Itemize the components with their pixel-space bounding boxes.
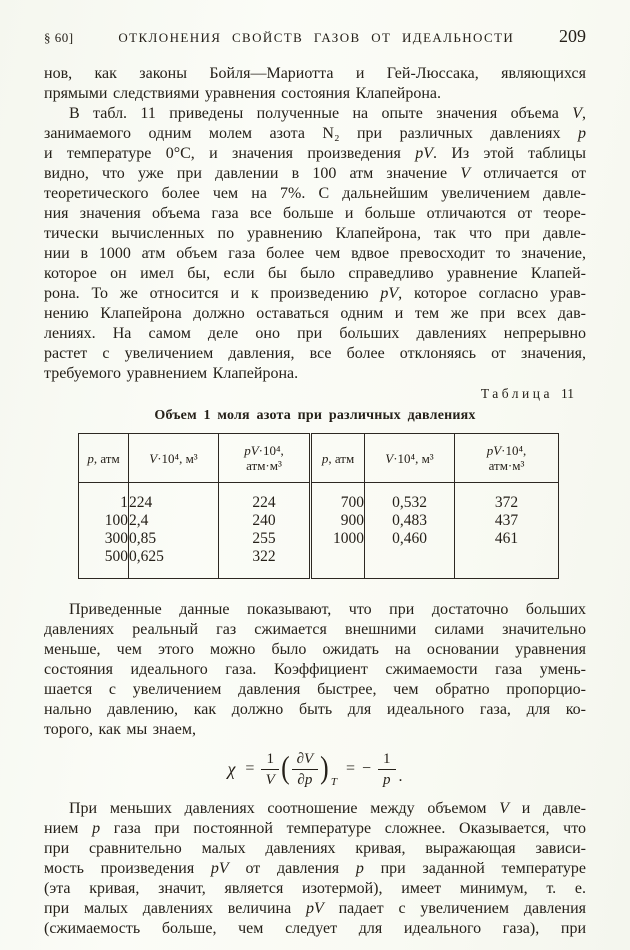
text-line: состояния идеального газа. Коэффициент сжимаемости газа умень- [44, 661, 586, 678]
page-number: 209 [558, 26, 586, 46]
table-caption: Объем 1 моля азота при различных давлениях [154, 408, 476, 423]
text-line: теоретического более чем на 7%. С дальнейшим увеличением давле- [44, 185, 586, 202]
text-line: В табл. 11 приведены полученные на опыте значения объема V, [69, 105, 586, 122]
equals-sign: = [345, 760, 355, 777]
table-label [44, 386, 586, 404]
table-cell: 1 [120, 494, 128, 511]
chi-symbol: χ [227, 758, 236, 779]
paragraph [44, 104, 586, 384]
table-row [79, 548, 559, 579]
table-cell: 500 [104, 548, 128, 565]
text-line: лениях. На самом деле оно при больших давлениях непрерывно [44, 325, 586, 342]
column-header-pv: pV·10⁴, атм·м³ [455, 434, 559, 483]
left-paren: ( [281, 749, 290, 785]
text-line: нально давлению, как должно быть для идеального газа, для ко- [44, 701, 586, 718]
text-line: которое он имел бы, если бы было справедливо уравнение Клапей- [44, 265, 586, 282]
right-paren: ) [320, 749, 329, 785]
fraction: $\frac{1}{p}$ [378, 751, 396, 788]
text-line: нием p газа при постоянной температуре сложнее. Оказывается, что [44, 820, 586, 837]
table-cell: 0,483 [365, 512, 455, 530]
text-line: нов, как законы Бойля—Мариотта и Гей-Люссака, являющихся [44, 65, 586, 82]
minus-sign: − [361, 760, 372, 777]
text-line: (эта кривая, значит, является изотермой), имеет минимум, т. е. [44, 880, 586, 897]
table-row [79, 530, 559, 548]
table-cell: 322 [219, 548, 311, 579]
table-row [79, 483, 559, 513]
running-title: ОТКЛОНЕНИЯ СВОЙСТВ ГАЗОВ ОТ ИДЕАЛЬНОСТИ [118, 30, 515, 45]
table-cell: 1000 [311, 530, 365, 548]
text-line: видно, что уже при давлении в 100 атм значение V отличается от [44, 165, 586, 182]
paragraph [44, 64, 586, 104]
table-cell: 240 [219, 512, 311, 530]
column-header-p: p, атм [79, 434, 129, 483]
table-cell: 100 [104, 512, 128, 529]
text-line: растет с увеличением давления, все более отклоняясь от значения, [44, 345, 586, 362]
table-cell: 700 [311, 483, 365, 513]
table-label-word: Таблица [480, 386, 553, 401]
text-line: занимаемого одним молем азота N₂ при различных давлениях p [44, 125, 586, 142]
text-line: (сжимаемость больше, чем следует для идеального газа), при [44, 920, 586, 937]
table-cell: 0,460 [365, 530, 455, 548]
table-row [79, 512, 559, 530]
table-label-number: 11 [561, 386, 574, 401]
table-cell [311, 548, 365, 579]
text-line: ния значения объема газа все больше и больше отличаются от теоре- [44, 205, 586, 222]
data-table [78, 433, 559, 579]
table-cell: 0,85 [129, 530, 219, 548]
column-header-p: p, атм [311, 434, 365, 483]
table-cell: 300 [104, 530, 128, 547]
text-line: шается с увеличением давления быстрее, чем обратно пропорцио- [44, 681, 586, 698]
table-cell: 2,4 [129, 512, 219, 530]
section-label: § 60] [44, 30, 74, 45]
text-line: прямыми следствиями уравнения состояния Клапейрона. [44, 85, 442, 102]
paragraph [44, 799, 586, 939]
text-line: давлениях реальный газ сжимается внешними силами значительно [44, 621, 586, 638]
table-cell: 900 [311, 512, 365, 530]
formula-period: . [398, 768, 403, 785]
table-cell: 437 [455, 512, 559, 530]
table-cell: 224 [219, 483, 311, 513]
partial-derivative-fraction: $\frac{\partial V}{\partial p}$ [292, 751, 319, 788]
table-cell [365, 548, 455, 579]
paragraph [44, 600, 586, 740]
text-line: При меньших давлениях соотношение между объемом V и давле- [69, 800, 586, 817]
text-line: меньше, чем этого можно было ожидать на основании уравнения [44, 641, 586, 658]
text-line: рона. То же относится и к произведению pV, которое согласно урав- [44, 285, 586, 302]
equals-sign: = [245, 760, 255, 777]
compressibility-formula [44, 746, 586, 792]
table-cell: 372 [455, 483, 559, 513]
table-cell [455, 548, 559, 579]
table-cell: 0,625 [129, 548, 219, 579]
text-line: при сравнительно малых давлениях кривая, выражающая зависи- [44, 840, 586, 857]
column-header-pv: pV·10⁴, атм·м³ [219, 434, 311, 483]
table-cell: 0,532 [365, 483, 455, 513]
text-line: требуемого уравнением Клапейрона. [44, 365, 299, 382]
table-cell: 461 [455, 530, 559, 548]
text-line: мость произведения pV от давления p при заданной температуре [44, 860, 586, 877]
text-line: и температуре 0°С, и значения произведения pV. Из этой таблицы [44, 145, 586, 162]
text-line: Приведенные данные показывают, что при достаточно больших [69, 601, 586, 618]
text-line: при малых давлениях величина pV падает с увеличением давления [44, 900, 586, 917]
text-line: торого, как мы знаем, [44, 721, 196, 738]
table-cell: 224 [129, 483, 219, 513]
text-line: нению Клапейрона должно оставаться одним и тем же при всех дав- [44, 305, 586, 322]
text-line: нии в 1000 атм объем газа более чем вдвое превосходит то значение, [44, 245, 586, 262]
running-head [44, 0, 586, 46]
text-line: тически вычисленных по уравнению Клапейрона, так что при давле- [44, 225, 586, 242]
column-header-v: V·10⁴, м³ [129, 434, 219, 483]
table-header-row [79, 434, 559, 483]
column-header-v: V·10⁴, м³ [365, 434, 455, 483]
table-cell: 255 [219, 530, 311, 548]
fraction: $\frac{1}{V}$ [261, 751, 279, 788]
subscript-T: T [330, 776, 337, 788]
